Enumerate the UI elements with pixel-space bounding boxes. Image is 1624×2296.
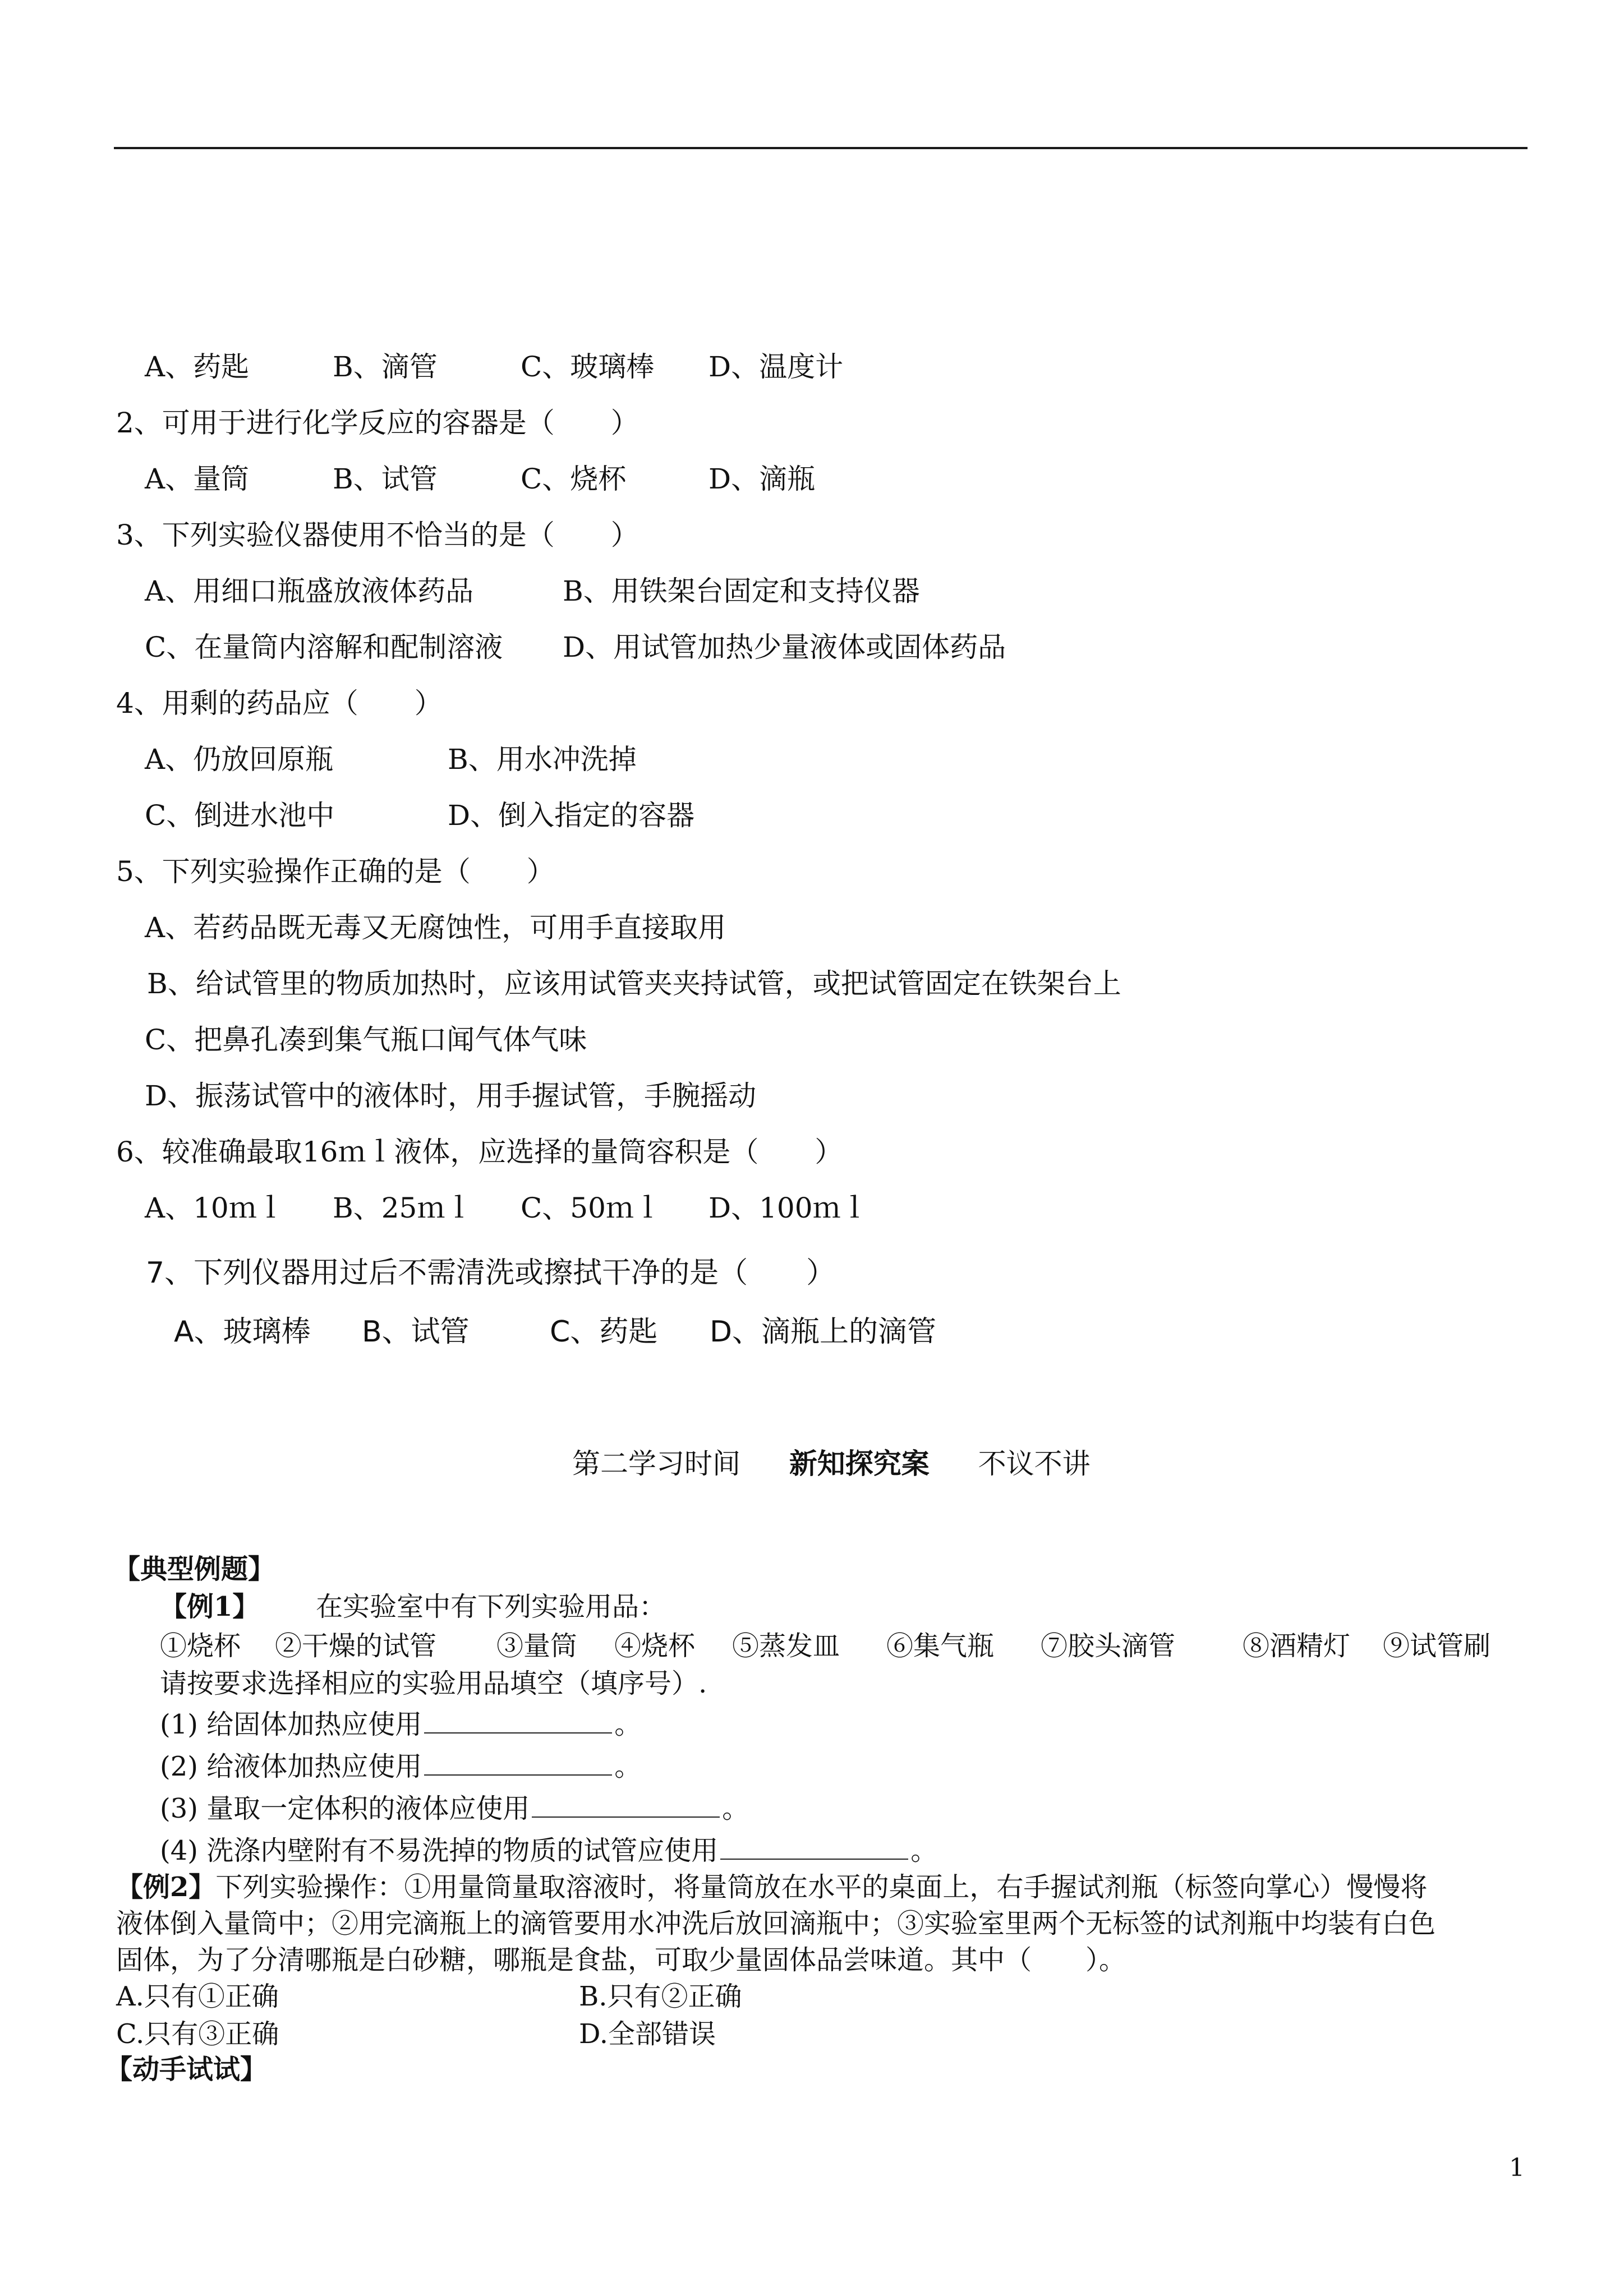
q5-option-d: D、振荡试管中的液体时，用手握试管，手腕摇动 (145, 1080, 757, 1112)
ex1-intro: 在实验室中有下列实验用品： (315, 1591, 666, 1622)
q5-option-c: C、把鼻孔凑到集气瓶口闻气体气味 (145, 1023, 587, 1056)
ex2-option-a: A.只有①正确 (116, 1981, 279, 2012)
q3-stem: 3、下列实验仪器使用不恰当的是（ ） (116, 519, 639, 551)
q3-option-b: B、用铁架台固定和支持仪器 (563, 575, 920, 607)
ex1-item-8: ⑧酒精灯 (1243, 1630, 1351, 1662)
q3-option-d: D、用试管加热少量液体或固体药品 (563, 631, 1006, 663)
ex1-q3-text: (3) 量取一定体积的液体应使用 (160, 1793, 530, 1824)
q1-option-d: D、温度计 (709, 351, 844, 383)
ex2-option-d: D.全部错误 (579, 2018, 716, 2050)
ex1-q1-blank[interactable] (424, 1709, 612, 1733)
ex1-item-3: ③量筒 (496, 1630, 578, 1662)
q5-option-a: A、若药品既无毒又无腐蚀性，可用手直接取用 (145, 911, 726, 944)
header-rule (114, 147, 1528, 149)
ex1-q1 (160, 1708, 641, 1741)
q2-option-b: B、试管 (333, 463, 438, 495)
q7-option-d: D、滴瓶上的滴管 (710, 1315, 937, 1349)
ex1-item-9: ⑨试管刷 (1383, 1630, 1491, 1662)
ex1-q3-end: 。 (722, 1793, 749, 1824)
ex1-instruction: 请按要求选择相应的实验用品填空（填序号）. (160, 1668, 707, 1699)
ex2-label: 【例2】 (116, 1871, 216, 1903)
ex2-line2: 液体倒入量筒中；②用完滴瓶上的滴管要用水冲洗后放回滴瓶中；③实验室里两个无标签的试剂瓶中均装有白色 (116, 1908, 1436, 1939)
try-header: 【动手试试】 (105, 2054, 268, 2085)
q4-option-c: C、倒进水池中 (145, 799, 335, 832)
q2-option-c: C、烧杯 (521, 463, 627, 495)
q3-option-c: C、在量筒内溶解和配制溶液 (145, 631, 503, 663)
q6-stem: 6、较准确最取16ｍｌ液体，应选择的量筒容积是（ ） (116, 1136, 843, 1168)
ex1-q4-end: 。 (910, 1835, 938, 1866)
ex2-line3: 固体，为了分清哪瓶是白砂糖，哪瓶是食盐，可取少量固体品尝味道。其中（ ）。 (116, 1944, 1126, 1976)
section2-part1: 第二学习时间 (572, 1447, 740, 1480)
q6-option-b: B、25ｍｌ (333, 1192, 473, 1224)
q7-option-c: C、药匙 (550, 1315, 658, 1349)
ex1-q2-text: (2) 给液体加热应使用 (160, 1751, 422, 1782)
q4-option-d: D、倒入指定的容器 (448, 799, 695, 832)
q4-stem: 4、用剩的药品应（ ） (116, 687, 443, 720)
section2-part2: 新知探究案 (789, 1447, 930, 1480)
ex1-item-1: ①烧杯 (160, 1630, 241, 1662)
page-number: 1 (1509, 2154, 1525, 2182)
q7-stem: 7、下列仪器用过后不需清洗或擦拭干净的是（ ） (146, 1256, 836, 1290)
q7-option-a: A、玻璃棒 (174, 1315, 311, 1349)
ex1-q4-blank[interactable] (720, 1835, 908, 1860)
ex1-item-5: ⑤蒸发皿 (732, 1630, 840, 1662)
ex1-item-7: ⑦胶头滴管 (1041, 1630, 1176, 1662)
q2-option-a: A、量筒 (145, 463, 250, 495)
ex2-option-c: C.只有③正确 (116, 2018, 279, 2050)
q4-option-b: B、用水冲洗掉 (448, 743, 637, 776)
ex1-item-2: ②干燥的试管 (275, 1630, 437, 1662)
ex1-item-4: ④烧杯 (614, 1630, 696, 1662)
q6-option-d: D、100ｍｌ (709, 1192, 869, 1224)
ex1-q2-end: 。 (614, 1751, 642, 1782)
q2-stem: 2、可用于进行化学反应的容器是（ ） (116, 407, 639, 439)
q5-stem: 5、下列实验操作正确的是（ ） (116, 855, 555, 888)
section2-part3: 不议不讲 (978, 1447, 1091, 1480)
ex1-item-6: ⑥集气瓶 (886, 1630, 995, 1662)
q2-option-d: D、滴瓶 (709, 463, 816, 495)
ex1-q1-end: 。 (614, 1709, 642, 1740)
q6-option-a: A、10ｍｌ (145, 1192, 285, 1224)
q1-option-a: A、药匙 (145, 351, 250, 383)
ex1-label: 【例1】 (160, 1591, 260, 1622)
typical-examples-header: 【典型例题】 (113, 1553, 275, 1585)
ex2-option-b: B.只有②正确 (579, 1981, 742, 2012)
q3-option-a: A、用细口瓶盛放液体药品 (145, 575, 474, 607)
q4-option-a: A、仍放回原瓶 (145, 743, 334, 776)
q1-option-b: B、滴管 (333, 351, 438, 383)
section2-heading (572, 1447, 1091, 1481)
ex2-line1 (116, 1870, 1427, 1904)
ex1-q4-text: (4) 洗涤内壁附有不易洗掉的物质的试管应使用 (160, 1835, 719, 1866)
ex1-q4 (160, 1834, 937, 1868)
q6-option-c: C、50ｍｌ (521, 1192, 662, 1224)
ex1-q3 (160, 1792, 749, 1825)
ex1-q2-blank[interactable] (424, 1751, 612, 1776)
q7-option-b: B、试管 (362, 1315, 470, 1349)
ex1-title (160, 1590, 666, 1624)
ex2-line1-text: 下列实验操作：①用量筒量取溶液时，将量筒放在水平的桌面上，右手握试剂瓶（标签向掌心）慢慢将 (215, 1871, 1428, 1903)
ex1-q1-text: (1) 给固体加热应使用 (160, 1709, 422, 1740)
q1-option-c: C、玻璃棒 (521, 351, 655, 383)
ex1-q3-blank[interactable] (532, 1793, 720, 1818)
ex1-q2 (160, 1750, 641, 1783)
q5-option-b: B、给试管里的物质加热时，应该用试管夹夹持试管，或把试管固定在铁架台上 (147, 967, 1121, 1000)
